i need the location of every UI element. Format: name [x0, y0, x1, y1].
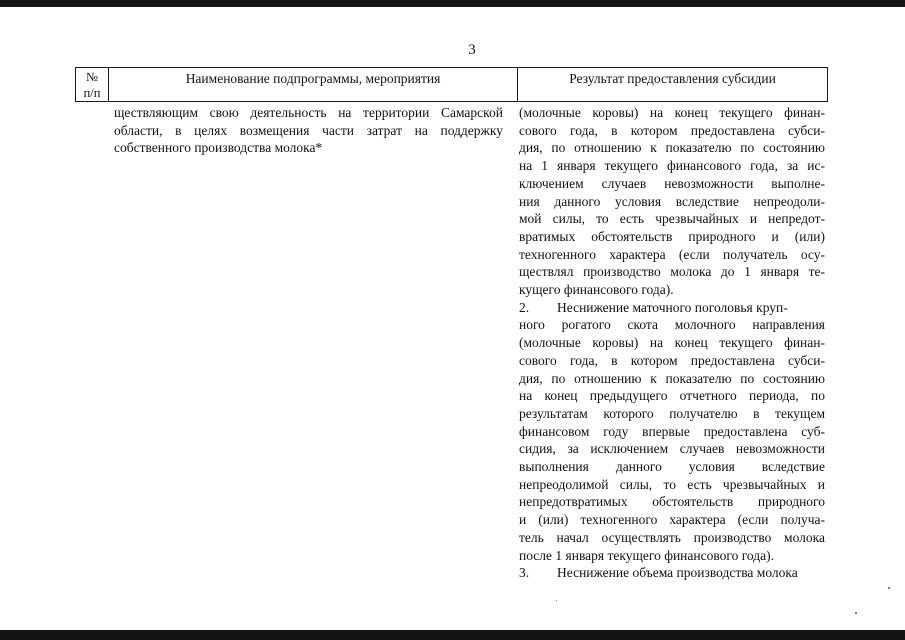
text-line: ния данного условия вследствие непреодоли- — [519, 193, 825, 209]
text-line: результатам которого получателю в текущем — [519, 405, 825, 421]
text-line: вратимых обстоятельств природного и (или) — [519, 228, 825, 244]
text-line: непредотвратимых обстоятельств природного — [519, 494, 825, 510]
scan-speck — [556, 600, 557, 601]
scan-border-top — [0, 0, 905, 7]
text-line: дия, по отношению к показателю по состоянию — [519, 140, 825, 156]
text-line: на 1 января текущего финансового года, за ис- — [519, 158, 825, 174]
text-line: сового года, в котором предоставлена субси- — [519, 352, 825, 368]
text-line: на конец предыдущего отчетного периода, по — [519, 388, 825, 404]
text-line: сидия, за исключением случаев невозможности — [519, 441, 825, 457]
text-line: кущего финансового года). — [519, 282, 674, 298]
list-item-3-first-line — [519, 564, 825, 582]
text-line: после 1 января текущего финансового года). — [519, 547, 775, 563]
text-line: ного рогатого скота молочного направления — [519, 317, 825, 333]
list-item-text: Неснижение объема производства молока — [557, 565, 798, 581]
header-cell-name: Наименование подпрограммы, мероприятия — [109, 68, 518, 101]
list-item-number: 3. — [519, 565, 530, 581]
text-line: области, в целях возмещения части затрат на поддержку — [114, 122, 503, 138]
text-line: непреодолимой силы, то есть чрезвычайных и — [519, 476, 825, 492]
text-line: (молочные коровы) на конец текущего финан- — [519, 105, 825, 120]
text-line: тель начал осуществлять производство молока — [519, 529, 825, 545]
scan-border-bottom — [0, 630, 905, 640]
list-item-2-first-line — [519, 299, 825, 317]
text-line: собственного производства молока* — [114, 140, 323, 155]
page-number: 3 — [468, 42, 476, 58]
scan-speck — [888, 587, 890, 589]
text-line: и (или) техногенного характера (если получа- — [519, 512, 825, 528]
header-cell-result: Результат предоставления субсидии — [569, 71, 776, 86]
text-line: техногенного характера (если получатель осу- — [519, 246, 825, 262]
text-line: ключением случаев невозможности выполне- — [519, 175, 825, 191]
text-line: (молочные коровы) на конец текущего финан- — [519, 335, 825, 351]
list-item-number: 2. — [519, 299, 530, 315]
header-number-abbrev: п/п — [83, 85, 101, 100]
scan-speck — [855, 612, 857, 614]
header-number-symbol: № — [86, 69, 98, 84]
text-line: ществляющим свою деятельность на территории Самарской — [114, 105, 503, 120]
table-header — [75, 67, 828, 102]
list-item-text: Неснижение маточного поголовья круп- — [557, 299, 788, 315]
text-line: дия, по отношению к показателю по состоянию — [519, 370, 825, 386]
text-line: мой силы, то есть чрезвычайных и непредот- — [519, 211, 825, 227]
text-line: ществлял производство молока до 1 января те- — [519, 264, 825, 280]
subsidy-result-cell — [519, 104, 825, 582]
text-line: выполнения данного условия вследствие — [519, 459, 825, 475]
text-line: сового года, в котором предоставлена субси- — [519, 122, 825, 138]
subprogram-name-cell — [114, 104, 503, 157]
header-cell-number — [76, 68, 109, 101]
text-line: финансовом году впервые предоставлена суб- — [519, 423, 825, 439]
